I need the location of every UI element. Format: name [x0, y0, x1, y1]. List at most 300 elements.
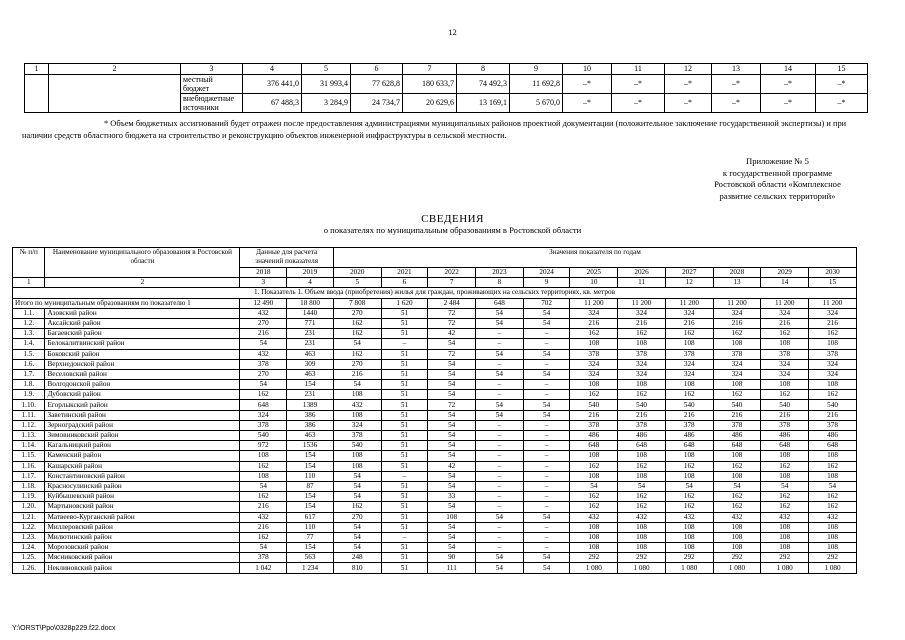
table-cell: 648: [618, 441, 666, 451]
row-number: 1.11.: [13, 410, 45, 420]
municipality-name: Морозовский район: [45, 543, 240, 553]
table-cell: 378: [333, 431, 381, 441]
municipality-name: Белокалитвинский район: [45, 339, 240, 349]
year-header: 2023: [476, 268, 524, 278]
table-cell: 162: [570, 502, 618, 512]
table-cell: 162: [240, 492, 287, 502]
table-cell: 432: [713, 512, 761, 522]
table-cell: 378: [761, 420, 809, 430]
table-cell: 108: [333, 451, 381, 461]
table-cell: 162: [333, 329, 381, 339]
table-cell: 108: [809, 471, 857, 481]
appendix-line: развитие сельских территорий»: [719, 190, 836, 201]
municipality-name: Мартыновский район: [45, 502, 240, 512]
table-cell: 162: [618, 461, 666, 471]
table-cell: 77 628,8: [351, 75, 403, 94]
table-cell: 87: [287, 481, 334, 491]
table-cell: 648: [713, 441, 761, 451]
table-cell: 108: [809, 522, 857, 532]
table-cell: 216: [240, 502, 287, 512]
table-cell: 378: [665, 420, 713, 430]
table-cell: 54: [333, 339, 381, 349]
table-cell: 54: [333, 522, 381, 532]
table-cell: 108: [570, 339, 618, 349]
table-cell: 324: [809, 369, 857, 379]
table-cell: 54: [333, 532, 381, 542]
header-cell: Наименование муниципального образования в Ростовской области: [45, 248, 240, 278]
municipality-name: Куйбышевский район: [45, 492, 240, 502]
column-number: 10: [570, 278, 618, 288]
table-cell: 324: [240, 410, 287, 420]
table-cell: 216: [570, 410, 618, 420]
municipality-name: Мясниковский район: [45, 553, 240, 563]
table-cell: 378: [240, 553, 287, 563]
table-cell: 54: [428, 431, 476, 441]
file-path: Y:\ORST\Ppo\0328p229.f22.docx: [12, 625, 116, 632]
table-cell: –*: [816, 75, 868, 94]
table-cell: 324: [665, 369, 713, 379]
table-cell: 154: [287, 380, 334, 390]
column-number: 9: [510, 64, 563, 75]
municipality-name: Багаевский район: [45, 329, 240, 339]
table-cell: 54: [240, 380, 287, 390]
table-cell: –: [476, 420, 524, 430]
table-cell: 108: [665, 451, 713, 461]
row-number: 1.5.: [13, 349, 45, 359]
table-cell: 72: [428, 349, 476, 359]
table-cell: –: [381, 532, 428, 542]
table-cell: 54: [428, 369, 476, 379]
table-cell: 378: [570, 349, 618, 359]
row-number: 1.15.: [13, 451, 45, 461]
table-cell: 154: [287, 502, 334, 512]
row-number: 1.20.: [13, 502, 45, 512]
table-cell: –*: [816, 94, 868, 113]
column-number: 6: [351, 64, 403, 75]
table-cell: 162: [809, 329, 857, 339]
table-cell: 154: [287, 543, 334, 553]
table-cell: 162: [713, 492, 761, 502]
table-cell: 432: [333, 400, 381, 410]
table-cell: 292: [713, 553, 761, 563]
table-cell: 1 620: [381, 298, 428, 308]
table-cell: 108: [761, 471, 809, 481]
table-cell: 108: [665, 532, 713, 542]
table-cell: 108: [809, 543, 857, 553]
table-row: [13, 410, 857, 420]
table-cell: 108: [665, 543, 713, 553]
column-number-row: [25, 64, 868, 75]
table-cell: –*: [563, 75, 612, 94]
table-cell: 324: [665, 359, 713, 369]
table-cell: 216: [333, 369, 381, 379]
table-cell: 540: [665, 400, 713, 410]
table-cell: 51: [381, 329, 428, 339]
municipality-name: Кашарский район: [45, 461, 240, 471]
document-subheading: о показателях по муниципальным образованиям в Ростовской области: [323, 225, 582, 235]
municipality-name: Аксайский район: [45, 318, 240, 328]
table-cell: –: [476, 492, 524, 502]
table-cell: 1 080: [570, 563, 618, 573]
column-number: 1: [25, 64, 49, 75]
table-row: [25, 75, 868, 94]
table-cell: –: [523, 451, 570, 461]
year-header: 2020: [333, 268, 381, 278]
table-cell: 378: [240, 420, 287, 430]
table-cell: 54: [476, 563, 524, 573]
municipality-name: Кагальницкий район: [45, 441, 240, 451]
appendix-title: Приложение № 5: [746, 156, 809, 166]
table-cell: 378: [809, 349, 857, 359]
table-row: [13, 532, 857, 542]
table-cell: –: [523, 380, 570, 390]
table-cell: –*: [665, 75, 712, 94]
table-cell: 54: [333, 471, 381, 481]
table-cell: 108: [761, 339, 809, 349]
table-cell: 54: [761, 481, 809, 491]
table-cell: 51: [381, 512, 428, 522]
table-cell: 216: [761, 410, 809, 420]
table-cell: –*: [761, 94, 816, 113]
table-cell: 54: [428, 410, 476, 420]
municipality-name: Веселовский район: [45, 369, 240, 379]
table-cell: 54: [523, 369, 570, 379]
year-header: 2022: [428, 268, 476, 278]
table-cell: 540: [761, 400, 809, 410]
table-cell: 324: [570, 359, 618, 369]
table-cell: 162: [618, 329, 666, 339]
table-cell: 51: [381, 359, 428, 369]
table-cell: 270: [240, 369, 287, 379]
table-cell: 162: [809, 502, 857, 512]
row-number: 1.22.: [13, 522, 45, 532]
table-cell: –: [476, 481, 524, 491]
row-number: 1.21.: [13, 512, 45, 522]
table-cell: –: [523, 359, 570, 369]
column-number: 12: [665, 64, 712, 75]
table-cell: 1 080: [618, 563, 666, 573]
table-cell: 108: [240, 451, 287, 461]
row-number: 1.3.: [13, 329, 45, 339]
table-cell: 216: [618, 410, 666, 420]
table-cell: 33: [428, 492, 476, 502]
table-cell: 108: [665, 522, 713, 532]
table-cell: 432: [665, 512, 713, 522]
appendix-line: Ростовской области «Комплексное: [714, 179, 841, 189]
row-number: 1.6.: [13, 359, 45, 369]
column-number: 11: [612, 64, 665, 75]
table-cell: 216: [809, 410, 857, 420]
table-cell: 54: [523, 563, 570, 573]
table-cell: 216: [240, 329, 287, 339]
table-cell: 292: [570, 553, 618, 563]
table-cell: –: [523, 502, 570, 512]
table-cell: 12 490: [240, 298, 287, 308]
year-header: 2030: [809, 268, 857, 278]
table-cell: 54: [428, 522, 476, 532]
table-cell: 54: [240, 339, 287, 349]
table-cell: 154: [287, 451, 334, 461]
table-cell: 108: [713, 380, 761, 390]
column-number: 6: [381, 278, 428, 288]
table-cell: 378: [618, 349, 666, 359]
table-cell: 162: [240, 461, 287, 471]
table-cell: 324: [713, 359, 761, 369]
column-number: 15: [809, 278, 857, 288]
table-cell: 108: [240, 471, 287, 481]
table-cell: 1440: [287, 308, 334, 318]
total-label: Итого по муниципальным образованиям по показателю 1: [13, 298, 240, 308]
table-cell: 111: [428, 563, 476, 573]
table-cell: 231: [287, 329, 334, 339]
table-row: [13, 349, 857, 359]
table-row: [13, 471, 857, 481]
table-cell: 810: [333, 563, 381, 573]
municipality-name: Милютинский район: [45, 532, 240, 542]
table-cell: 108: [618, 471, 666, 481]
table-cell: 11 200: [713, 298, 761, 308]
table-cell: 162: [240, 532, 287, 542]
table-cell: 108: [809, 380, 857, 390]
table-cell: 54: [713, 481, 761, 491]
table-cell: 54: [428, 441, 476, 451]
row-number: 1.9.: [13, 390, 45, 400]
table-cell: 1 080: [665, 563, 713, 573]
table-cell: 54: [618, 481, 666, 491]
table-cell: 463: [287, 369, 334, 379]
table-cell: 72: [428, 400, 476, 410]
table-cell: 216: [809, 318, 857, 328]
table-cell: 108: [665, 471, 713, 481]
table-cell: 324: [570, 369, 618, 379]
table-cell: 108: [570, 522, 618, 532]
table-cell: 162: [570, 329, 618, 339]
table-cell: 51: [381, 461, 428, 471]
table-cell: 108: [809, 339, 857, 349]
table-cell: 108: [428, 512, 476, 522]
table-cell: 108: [570, 471, 618, 481]
table-cell: 74 492,3: [457, 75, 510, 94]
table-row: [13, 380, 857, 390]
table-cell: 162: [665, 461, 713, 471]
table-cell: 648: [476, 298, 524, 308]
table-cell: 108: [618, 543, 666, 553]
table-cell: 20 629,6: [403, 94, 457, 113]
table-cell: 54: [523, 349, 570, 359]
table-cell: 162: [570, 461, 618, 471]
municipality-name: Каменский район: [45, 451, 240, 461]
table-cell: 42: [428, 329, 476, 339]
table-cell: 324: [665, 308, 713, 318]
column-number: 2: [49, 64, 181, 75]
table-cell: 432: [618, 512, 666, 522]
table-cell: 108: [570, 543, 618, 553]
table-cell: 309: [287, 359, 334, 369]
table-cell: 108: [618, 522, 666, 532]
table-cell: 162: [809, 390, 857, 400]
table-cell: 162: [665, 390, 713, 400]
total-row: [13, 298, 857, 308]
table-cell: 54: [809, 481, 857, 491]
table-cell: 486: [761, 431, 809, 441]
table-cell: 216: [761, 318, 809, 328]
table-cell: 108: [761, 522, 809, 532]
table-cell: 972: [240, 441, 287, 451]
table-cell: 162: [713, 461, 761, 471]
municipality-name: Миллеровский район: [45, 522, 240, 532]
year-header: 2029: [761, 268, 809, 278]
table-cell: 67 488,3: [243, 94, 302, 113]
table-cell: 7 808: [333, 298, 381, 308]
table-cell: 162: [713, 502, 761, 512]
table-row: [13, 431, 857, 441]
column-number: 14: [761, 64, 816, 75]
table-cell: –*: [563, 94, 612, 113]
municipality-name: Константиновский район: [45, 471, 240, 481]
table-cell: 108: [618, 451, 666, 461]
table-cell: 54: [428, 390, 476, 400]
table-cell: 54: [523, 308, 570, 318]
table-cell: 54: [428, 359, 476, 369]
municipality-name: Верхнедонской район: [45, 359, 240, 369]
table-cell: 162: [333, 318, 381, 328]
table-cell: 54: [476, 553, 524, 563]
table-cell: 648: [240, 400, 287, 410]
section-row: [13, 288, 857, 298]
table-cell: 11 692,8: [510, 75, 563, 94]
table-cell: 324: [618, 359, 666, 369]
table-cell: 31 993,4: [302, 75, 351, 94]
row-number: 1.10.: [13, 400, 45, 410]
table-cell: 108: [809, 451, 857, 461]
table-cell: [25, 94, 49, 113]
column-number: 3: [240, 278, 287, 288]
table-cell: –: [523, 481, 570, 491]
table-cell: 54: [476, 308, 524, 318]
table-cell: 11 200: [618, 298, 666, 308]
section-title: 1. Показатель 1. Объем ввода (приобретения) жилья для граждан, проживающих на сельских территориях, кв. метров: [13, 288, 857, 298]
table-cell: 54: [665, 481, 713, 491]
table-cell: 378: [809, 420, 857, 430]
table-cell: 540: [809, 400, 857, 410]
table-cell: 1 080: [713, 563, 761, 573]
table-cell: 486: [618, 431, 666, 441]
table-cell: 162: [240, 390, 287, 400]
column-number: 11: [618, 278, 666, 288]
table-cell: 324: [713, 369, 761, 379]
table-row: [13, 339, 857, 349]
table-cell: 378: [761, 349, 809, 359]
table-cell: 162: [713, 329, 761, 339]
table-cell: 162: [761, 461, 809, 471]
table-cell: 54: [523, 400, 570, 410]
table-cell: 216: [665, 318, 713, 328]
table-cell: [49, 94, 181, 113]
table-cell: 1 080: [761, 563, 809, 573]
table-cell: 42: [428, 461, 476, 471]
table-row: [13, 329, 857, 339]
table-cell: –: [476, 471, 524, 481]
row-number: 1.24.: [13, 543, 45, 553]
table-cell: 13 169,1: [457, 94, 510, 113]
table-cell: –: [523, 420, 570, 430]
table-cell: 231: [287, 339, 334, 349]
table-cell: 51: [381, 420, 428, 430]
table-cell: 378: [570, 420, 618, 430]
year-header: 2021: [381, 268, 428, 278]
table-cell: 51: [381, 308, 428, 318]
table-cell: –: [523, 441, 570, 451]
table-cell: 432: [761, 512, 809, 522]
table-cell: 11 200: [761, 298, 809, 308]
table-cell: 540: [713, 400, 761, 410]
table-cell: 51: [381, 380, 428, 390]
table-cell: 51: [381, 563, 428, 573]
column-number: 8: [457, 64, 510, 75]
table-cell: 54: [240, 481, 287, 491]
table-cell: 162: [618, 502, 666, 512]
column-number: 13: [713, 278, 761, 288]
table-cell: 540: [333, 441, 381, 451]
table-cell: 162: [333, 349, 381, 359]
table-cell: 108: [333, 461, 381, 471]
table-row: [13, 390, 857, 400]
table-row: [13, 308, 857, 318]
row-number: 1.4.: [13, 339, 45, 349]
row-number: 1.12.: [13, 420, 45, 430]
row-number: 1.1.: [13, 308, 45, 318]
table-cell: 108: [713, 543, 761, 553]
table-cell: 54: [428, 380, 476, 390]
table-cell: 108: [570, 532, 618, 542]
table-cell: –: [523, 522, 570, 532]
table-cell: 324: [618, 369, 666, 379]
table-cell: 108: [665, 339, 713, 349]
table-cell: 376 441,0: [243, 75, 302, 94]
document-heading: СВЕДЕНИЯ: [421, 213, 484, 225]
row-label: внебюджетные источники: [181, 94, 243, 113]
table-cell: 771: [287, 318, 334, 328]
table-cell: 162: [665, 329, 713, 339]
table-cell: 432: [240, 308, 287, 318]
table-cell: 1536: [287, 441, 334, 451]
year-header: 2024: [523, 268, 570, 278]
table-cell: 5 670,0: [510, 94, 563, 113]
table-cell: 154: [287, 461, 334, 471]
table-cell: –: [476, 522, 524, 532]
table-cell: 324: [809, 359, 857, 369]
table-cell: 162: [333, 502, 381, 512]
table-cell: 648: [570, 441, 618, 451]
appendix-block: [690, 156, 865, 202]
table-cell: 24 734,7: [351, 94, 403, 113]
table-row: [13, 481, 857, 491]
table-cell: –: [476, 502, 524, 512]
table-cell: 54: [476, 512, 524, 522]
table-cell: 108: [761, 543, 809, 553]
table-cell: 108: [713, 532, 761, 542]
column-number: 4: [287, 278, 334, 288]
table-cell: 463: [287, 349, 334, 359]
table-cell: 51: [381, 349, 428, 359]
table-cell: 292: [665, 553, 713, 563]
row-number: 1.16.: [13, 461, 45, 471]
table-cell: 324: [570, 308, 618, 318]
row-number: 1.7.: [13, 369, 45, 379]
column-number: 5: [302, 64, 351, 75]
row-number: 1.13.: [13, 431, 45, 441]
column-number: 2: [45, 278, 240, 288]
